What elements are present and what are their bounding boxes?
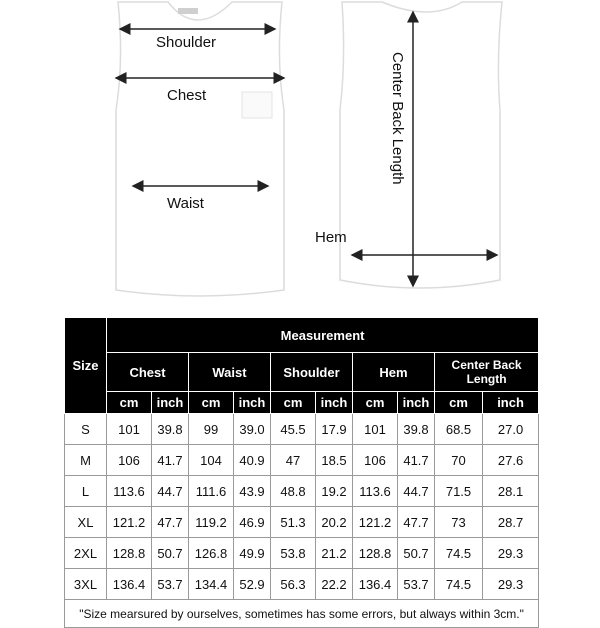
value-cell: 40.9 [234, 445, 271, 476]
value-cell: 47.7 [398, 507, 435, 538]
size-cell: 3XL [65, 569, 107, 600]
value-cell: 126.8 [189, 538, 234, 569]
value-cell: 99 [189, 414, 234, 445]
value-cell: 136.4 [107, 569, 152, 600]
value-cell: 53.7 [152, 569, 189, 600]
value-cell: 136.4 [353, 569, 398, 600]
value-cell: 46.9 [234, 507, 271, 538]
chest-pocket [242, 92, 272, 118]
value-cell: 41.7 [152, 445, 189, 476]
chest-group-header: Chest [107, 353, 189, 392]
value-cell: 70 [435, 445, 483, 476]
value-cell: 22.2 [316, 569, 353, 600]
value-cell: 47.7 [152, 507, 189, 538]
garment-illustration [0, 0, 600, 305]
table-row [65, 445, 539, 476]
value-cell: 119.2 [189, 507, 234, 538]
value-cell: 44.7 [152, 476, 189, 507]
value-cell: 101 [353, 414, 398, 445]
unit-inch: inch [234, 392, 271, 414]
value-cell: 68.5 [435, 414, 483, 445]
value-cell: 49.9 [234, 538, 271, 569]
size-cell: L [65, 476, 107, 507]
value-cell: 27.6 [483, 445, 539, 476]
unit-cm: cm [189, 392, 234, 414]
value-cell: 74.5 [435, 538, 483, 569]
value-cell: 106 [107, 445, 152, 476]
value-cell: 53.8 [271, 538, 316, 569]
value-cell: 50.7 [152, 538, 189, 569]
value-cell: 29.3 [483, 538, 539, 569]
waist-label: Waist [167, 195, 204, 212]
value-cell: 45.5 [271, 414, 316, 445]
value-cell: 52.9 [234, 569, 271, 600]
value-cell: 113.6 [107, 476, 152, 507]
value-cell: 74.5 [435, 569, 483, 600]
table-row [65, 414, 539, 445]
tank-top-drawings [0, 0, 600, 305]
value-cell: 43.9 [234, 476, 271, 507]
value-cell: 56.3 [271, 569, 316, 600]
value-cell: 44.7 [398, 476, 435, 507]
value-cell: 71.5 [435, 476, 483, 507]
value-cell: 73 [435, 507, 483, 538]
value-cell: 121.2 [353, 507, 398, 538]
table-row [65, 476, 539, 507]
hem-label: Hem [315, 229, 347, 246]
size-cell: S [65, 414, 107, 445]
value-cell: 101 [107, 414, 152, 445]
value-cell: 50.7 [398, 538, 435, 569]
value-cell: 39.8 [398, 414, 435, 445]
unit-cm: cm [271, 392, 316, 414]
size-chart-table [64, 317, 539, 628]
value-cell: 39.8 [152, 414, 189, 445]
shoulder-group-header: Shoulder [271, 353, 353, 392]
value-cell: 113.6 [353, 476, 398, 507]
measurement-header: Measurement [107, 318, 539, 353]
value-cell: 48.8 [271, 476, 316, 507]
value-cell: 28.7 [483, 507, 539, 538]
unit-inch: inch [316, 392, 353, 414]
value-cell: 111.6 [189, 476, 234, 507]
value-cell: 47 [271, 445, 316, 476]
unit-cm: cm [107, 392, 152, 414]
waist-group-header: Waist [189, 353, 271, 392]
unit-inch: inch [398, 392, 435, 414]
size-cell: 2XL [65, 538, 107, 569]
center-back-length-group-header: Center Back Length [435, 353, 539, 392]
value-cell: 17.9 [316, 414, 353, 445]
value-cell: 53.7 [398, 569, 435, 600]
value-cell: 51.3 [271, 507, 316, 538]
value-cell: 28.1 [483, 476, 539, 507]
hem-group-header: Hem [353, 353, 435, 392]
table-row [65, 507, 539, 538]
size-header: Size [65, 318, 107, 414]
value-cell: 21.2 [316, 538, 353, 569]
value-cell: 106 [353, 445, 398, 476]
value-cell: 121.2 [107, 507, 152, 538]
unit-inch: inch [483, 392, 539, 414]
table-row [65, 538, 539, 569]
shoulder-label: Shoulder [156, 34, 217, 51]
value-cell: 19.2 [316, 476, 353, 507]
value-cell: 128.8 [107, 538, 152, 569]
unit-cm: cm [435, 392, 483, 414]
value-cell: 128.8 [353, 538, 398, 569]
value-cell: 20.2 [316, 507, 353, 538]
chest-label: Chest [167, 87, 207, 104]
measurement-note: "Size mearsured by ourselves, sometimes has some errors, but always within 3cm." [65, 600, 539, 628]
size-cell: M [65, 445, 107, 476]
back-tank-top [340, 2, 502, 288]
unit-inch: inch [152, 392, 189, 414]
value-cell: 134.4 [189, 569, 234, 600]
unit-cm: cm [353, 392, 398, 414]
value-cell: 39.0 [234, 414, 271, 445]
table-row [65, 569, 539, 600]
value-cell: 41.7 [398, 445, 435, 476]
size-cell: XL [65, 507, 107, 538]
brand-tag [178, 8, 198, 14]
center-back-length-label: Center Back Length [389, 52, 406, 185]
value-cell: 18.5 [316, 445, 353, 476]
value-cell: 27.0 [483, 414, 539, 445]
value-cell: 104 [189, 445, 234, 476]
value-cell: 29.3 [483, 569, 539, 600]
